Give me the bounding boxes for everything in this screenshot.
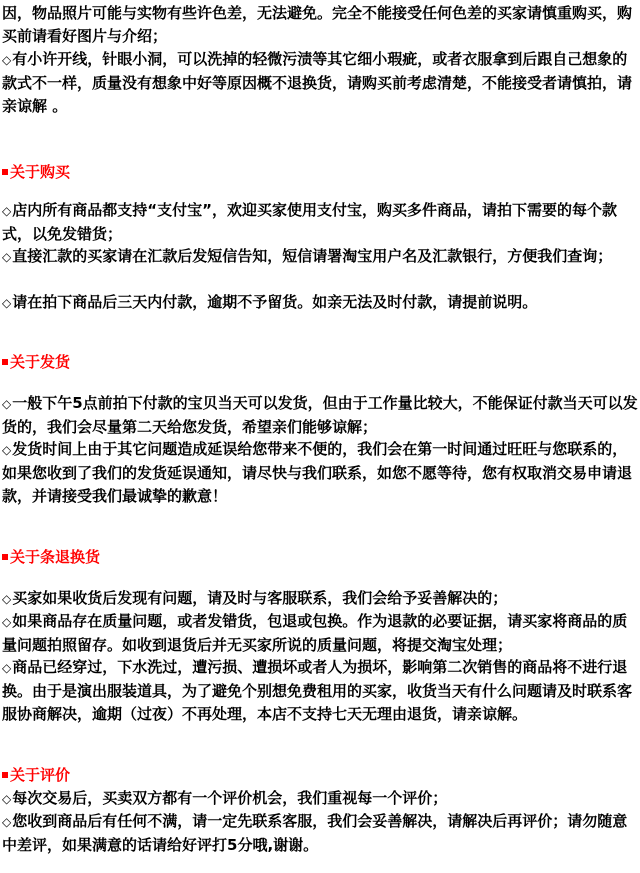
list-item [2, 587, 638, 611]
diamond-bullet-icon: ◇ [2, 661, 12, 675]
intro-text: 因，物品照片可能与实物有些许色差，无法避免。完全不能接受任何色差的买家请慎重购买，购买前请看好图片与介绍； [2, 4, 633, 45]
diamond-bullet-icon: ◇ [2, 296, 12, 310]
diamond-bullet-icon: ◇ [2, 204, 12, 218]
diamond-bullet-icon: ◇ [2, 592, 12, 606]
section-title: 关于条退换货 [10, 548, 101, 566]
section-title: 关于评价 [10, 766, 71, 784]
section-heading-returns [2, 547, 100, 567]
list-item-text: 商品已经穿过，下水洗过，遭污损、遭损坏或者人为损坏，影响第二次销售的商品将不进行退换。由于是演出服装道具，为了避免个别想免费租用的买家，收货当天有什么问题请及时联系客服协商解决，逾期（过夜）不再处理，本店不支持七天无理由退货，请亲谅解。 [2, 658, 633, 723]
list-item-text: 发货时间上由于其它问题造成延误给您带来不便的，我们会在第一时间通过旺旺与您联系的，如果您收到了我们的发货延误通知，请尽快与我们联系，如您不愿等待，您有权取消交易申请退款，并请接受我们最诚挚的歉意！ [2, 440, 633, 505]
list-item [2, 787, 638, 811]
list-item-text: 请在拍下商品后三天内付款，逾期不予留货。如亲无法及时付款，请提前说明。 [12, 293, 538, 311]
red-square-icon [2, 554, 8, 560]
list-item [2, 656, 638, 726]
diamond-bullet-icon: ◇ [2, 815, 12, 829]
list-item [2, 245, 638, 269]
list-item-text: 买家如果收货后发现有问题，请及时与客服联系，我们会给予妥善解决的； [12, 589, 508, 607]
intro-item-text: 有小许开线，针眼小洞，可以洗掉的轻微污渍等其它细小瑕疵，或者衣服拿到后跟自己想象的款式不一样，质量没有想象中好等原因概不退换货，请购买前考虑清楚，不能接受者请慎拍，请亲谅解 。 [2, 50, 633, 115]
red-square-icon [2, 169, 8, 175]
list-item-text: 一般下午5点前拍下付款的宝贝当天可以发货，但由于工作量比较大，不能保证付款当天可以发货的，我们会尽量第二天给您发货，希望亲们能够谅解； [2, 394, 638, 436]
list-item [2, 610, 638, 657]
list-item [2, 392, 638, 439]
list-item-text: 如果商品存在质量问题，或者发错货，包退或包换。作为退款的必要证据，请买家将商品的质量问题拍照留存。如收到退货后并无买家所说的质量问题，将提交淘宝处理； [2, 612, 628, 654]
diamond-bullet-icon: ◇ [2, 397, 12, 411]
list-item-text: 每次交易后，买卖双方都有一个评价机会，我们重视每一个评价； [12, 789, 448, 807]
intro-item [2, 48, 638, 118]
section-heading-purchase [2, 162, 70, 182]
list-item [2, 810, 638, 857]
red-square-icon [2, 772, 8, 778]
section-title: 关于购买 [10, 163, 71, 181]
list-item-text: 店内所有商品都支持“支付宝”，欢迎买家使用支付宝，购买多件商品，请拍下需要的每个款式，以免发错货； [2, 201, 617, 243]
list-item [2, 438, 638, 508]
diamond-bullet-icon: ◇ [2, 615, 12, 629]
list-item-text: 直接汇款的买家请在汇款后发短信告知，短信请署淘宝用户名及汇款银行，方便我们查询； [12, 247, 613, 265]
diamond-bullet-icon: ◇ [2, 53, 12, 67]
section-heading-reviews [2, 765, 70, 785]
list-item-text: 您收到商品后有任何不满，请一定先联系客服，我们会妥善解决，请解决后再评价；请勿随意中差评，如果满意的话请给好评打5分哦,谢谢。 [2, 812, 628, 854]
section-heading-shipping [2, 352, 70, 372]
red-square-icon [2, 359, 8, 365]
section-title: 关于发货 [10, 353, 71, 371]
list-item [2, 291, 638, 315]
diamond-bullet-icon: ◇ [2, 250, 12, 264]
list-item [2, 199, 638, 246]
diamond-bullet-icon: ◇ [2, 443, 12, 457]
diamond-bullet-icon: ◇ [2, 792, 12, 806]
intro-paragraph [2, 2, 638, 48]
